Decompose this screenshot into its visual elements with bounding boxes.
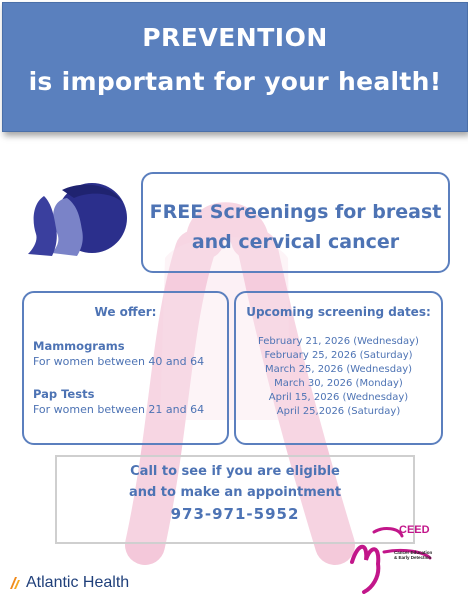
offer-item-title: Mammograms bbox=[33, 339, 125, 353]
offer-item-desc: For women between 21 and 64 bbox=[33, 403, 205, 416]
phone-number[interactable]: 973-971-5952 bbox=[170, 505, 300, 523]
date-item: April 15, 2026 (Wednesday) bbox=[268, 392, 409, 403]
dates-heading: Upcoming screening dates: bbox=[246, 305, 431, 319]
women-faces-icon bbox=[22, 178, 130, 260]
date-item: March 30, 2026 (Monday) bbox=[274, 378, 403, 389]
screenings-title-box bbox=[141, 172, 450, 273]
atlantic-health-text: Atlantic Health bbox=[26, 574, 130, 591]
header-banner bbox=[2, 2, 468, 132]
offer-heading: We offer: bbox=[94, 305, 157, 319]
banner-title: PREVENTION bbox=[142, 23, 328, 52]
date-item: February 21, 2026 (Wednesday) bbox=[258, 336, 419, 347]
dates-box bbox=[234, 291, 443, 445]
banner-subtitle: is important for your health! bbox=[28, 67, 442, 96]
date-item: February 25, 2026 (Saturday) bbox=[264, 350, 413, 361]
cta-line-2: and to make an appointment bbox=[128, 485, 342, 500]
cta-line-1: Call to see if you are eligible bbox=[130, 464, 340, 479]
ceed-logo-text: CEED bbox=[399, 524, 430, 536]
date-item: April 25,2026 (Saturday) bbox=[276, 406, 401, 417]
offer-item-desc: For women between 40 and 64 bbox=[33, 355, 205, 368]
ceed-subtitle: Cancer Education & Early Detection bbox=[394, 550, 433, 560]
title-line-1: FREE Screenings for breast bbox=[149, 201, 442, 223]
offer-item-title: Pap Tests bbox=[33, 387, 95, 401]
atlantic-health-icon bbox=[8, 575, 22, 591]
date-item: March 25, 2026 (Wednesday) bbox=[264, 364, 413, 375]
atlantic-health-logo bbox=[8, 574, 129, 592]
title-line-2: and cervical cancer bbox=[191, 231, 400, 253]
offer-box bbox=[22, 291, 229, 445]
